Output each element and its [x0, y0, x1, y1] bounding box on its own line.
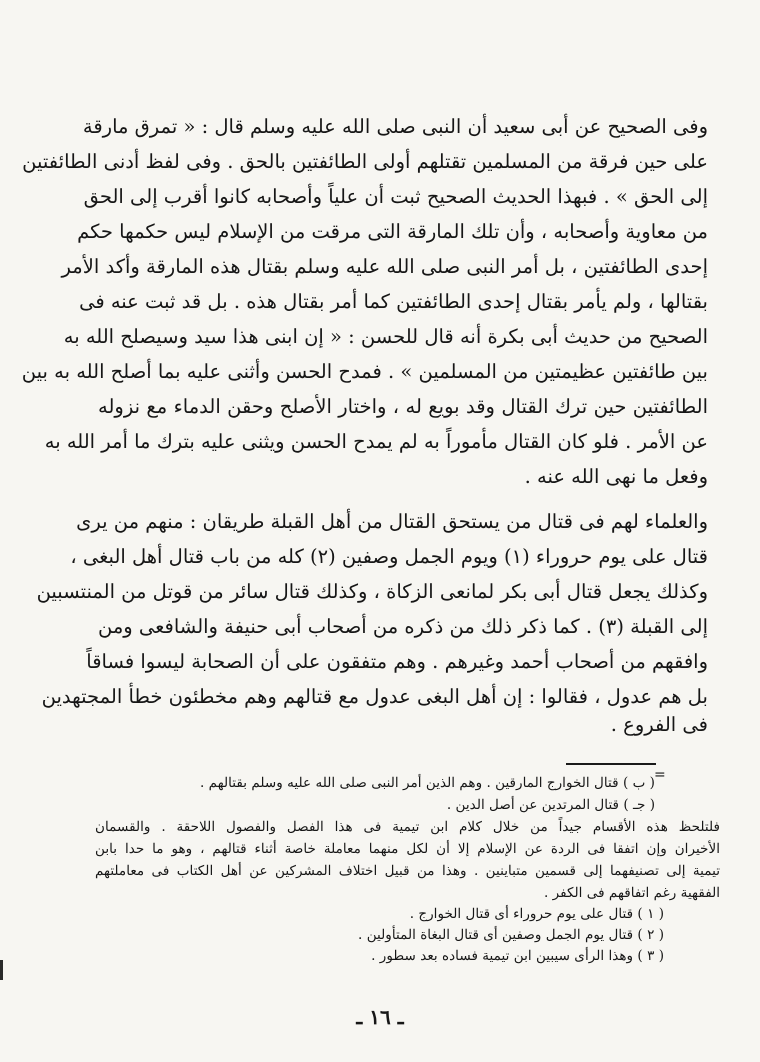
paragraph-1-line-10: عن الأمر . فلو كان القتال مأموراً به لم يمدح الحسن ويثنى عليه بترك ما أمر الله به: [44, 430, 708, 453]
paragraph-1-line-3: إلى الحق » . فبهذا الحديث الصحيح ثبت أن علياً وأصحابه كانوا أقرب إلى الحق: [83, 185, 708, 208]
paragraph-1-line-9: الطائفتين حين ترك القتال وقد بويع له ، واختار الأصلح وحقن الدماء مع نزوله: [98, 395, 708, 418]
footnote-continued-c: ( جـ ) قتال المرتدين عن أصل الدين .: [446, 797, 655, 813]
paragraph-1-line-1: وفى الصحيح عن أبى سعيد أن النبى صلى الله عليه وسلم قال : « تمرق مارقة: [82, 115, 708, 138]
paragraph-1-line-11: وفعل ما نهى الله عنه .: [524, 465, 708, 488]
paragraph-2-line-7: فى الفروع .: [610, 713, 708, 736]
paragraph-2-line-3: وكذلك يجعل قتال أبى بكر لمانعى الزكاة ، وكذلك قتال سائر من قوتل من المنتسبين: [36, 580, 708, 603]
paragraph-2-line-5: وافقهم من أصحاب أحمد وغيرهم . وهم متفقون على أن الصحابة ليسوا فساقاً: [86, 650, 708, 673]
paragraph-2-line-4: إلى القبلة (٣) . كما ذكر ذلك من ذكره من أصحاب أبى حنيفة والشافعى ومن: [97, 615, 708, 638]
paragraph-2-line-2: قتال على يوم حروراء (١) ويوم الجمل وصفين (٢) كله من باب قتال أهل البغى ،: [70, 545, 708, 568]
footnote-comment-line-1: فلتلحظ هذه الأقسام جيداً من خلال كلام ابن تيمية فى هذا الفصل والفصول اللاحقة . والقسمان: [95, 819, 720, 835]
paragraph-1-line-5: إحدى الطائفتين ، بل أمر النبى صلى الله عليه وسلم بقتال هذه المارقة وأكد الأمر: [61, 255, 708, 278]
paragraph-2-line-1: والعلماء لهم فى قتال من يستحق القتال من أهل القبلة طريقان : منهم من يرى: [76, 510, 708, 533]
footnote-3: ( ٣ ) وهذا الرأى سيبين ابن تيمية فساده بعد سطور .: [371, 948, 664, 964]
footnote-2: ( ٢ ) قتال يوم الجمل وصفين أى قتال البغاة المتأولين .: [358, 927, 664, 943]
paragraph-1-line-7: الصحيح من حديث أبى بكرة أنه قال للحسن : « إن ابنى هذا سيد وسيصلح الله به: [63, 325, 708, 348]
footnote-comment-line-3: تيمية إلى تصنيفهما إلى قسمين متباينين . وهذا من قبيل اختلاف المشركين عن أهل الكتاب فى معاملتهم: [95, 863, 720, 879]
footnote-separator: [566, 763, 656, 765]
paragraph-1-line-2: على حين فرقة من المسلمين تقتلهم أولى الطائفتين بالحق . وفى لفظ أدنى الطائفتين: [22, 150, 708, 173]
footnote-comment-line-2: الأخيران وإن اتفقا فى الردة عن الإسلام إلا أن لكل منهما معاملة خاصة أثناء قتالهم ، وهو ما حدا بابن: [95, 841, 720, 857]
footnote-continuation-mark: =: [654, 767, 666, 783]
paragraph-1-line-6: بقتالها ، ولم يأمر بقتال إحدى الطائفتين كما أمر بقتال هذه . بل قد ثبت عنه فى: [79, 290, 708, 313]
footnote-comment-line-4: الفقهية رغم اتفاقهم فى الكفر .: [544, 885, 720, 901]
scan-edge-mark: [0, 960, 3, 980]
paragraph-2-line-6: بل هم عدول ، فقالوا : إن أهل البغى عدول مع قتالهم وهم مخطئون خطأ المجتهدين: [41, 685, 708, 708]
footnote-1: ( ١ ) قتال على يوم حروراء أى قتال الخوارج .: [409, 906, 664, 922]
page-number: ـ ١٦ ـ: [356, 1005, 404, 1029]
paragraph-1-line-8: بين طائفتين عظيمتين من المسلمين » . فمدح الحسن وأثنى عليه بما أصلح الله به بين: [21, 360, 708, 383]
paragraph-1-line-4: من معاوية وأصحابه ، وأن تلك المارقة التى مرقت من الإسلام ليس حكمها حكم: [77, 220, 708, 243]
footnote-continued-b: ( ب ) قتال الخوارج المارقين . وهم الذين أمر النبى صلى الله عليه وسلم بقتالهم .: [200, 775, 655, 791]
